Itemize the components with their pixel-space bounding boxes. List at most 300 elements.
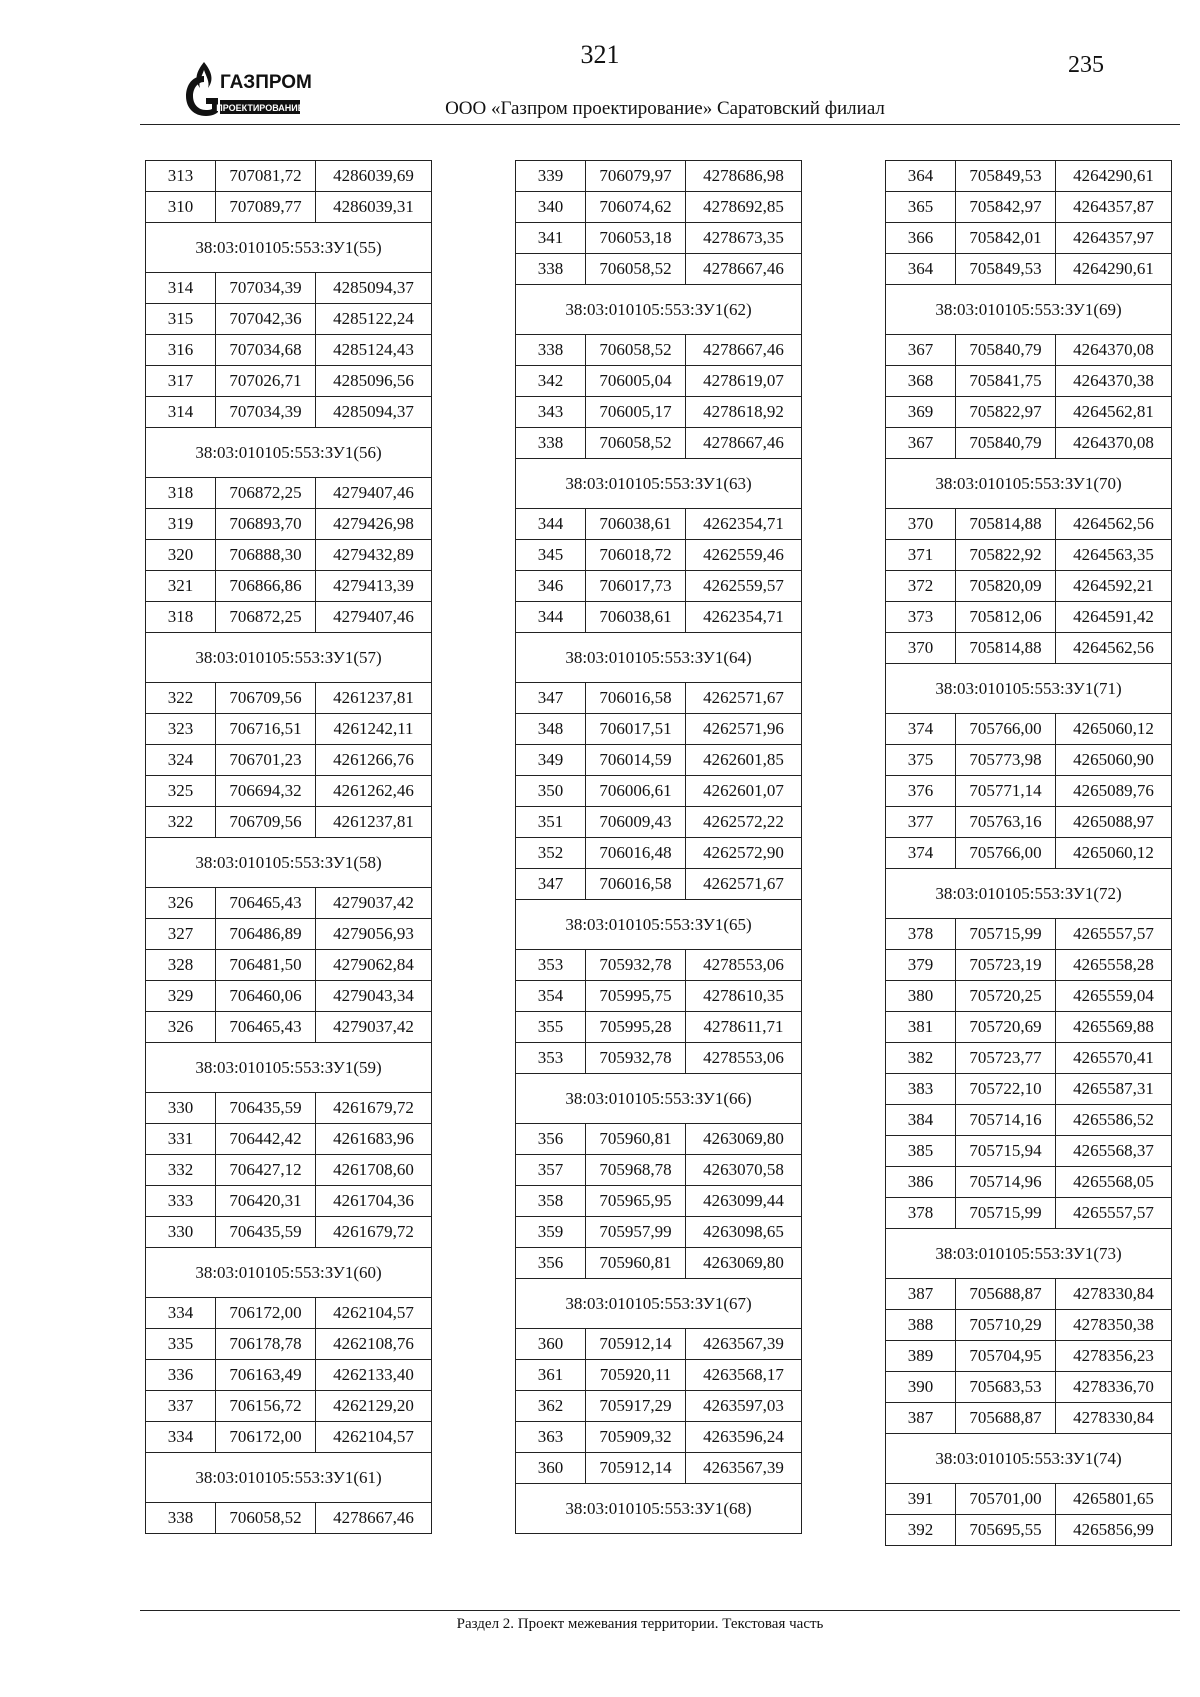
coord-x: 705822,97 <box>956 397 1056 428</box>
coord-x: 706716,51 <box>216 714 316 745</box>
table-row <box>886 397 1172 428</box>
coord-y: 4265856,99 <box>1056 1515 1172 1546</box>
coord-x: 706709,56 <box>216 683 316 714</box>
parcel-header-row <box>146 1248 432 1298</box>
coord-y: 4262559,57 <box>686 571 802 602</box>
point-number: 357 <box>516 1155 586 1186</box>
coord-x: 705968,78 <box>586 1155 686 1186</box>
coord-y: 4262354,71 <box>686 602 802 633</box>
point-number: 387 <box>886 1403 956 1434</box>
coord-y: 4278553,06 <box>686 950 802 981</box>
coord-y: 4263099,44 <box>686 1186 802 1217</box>
coord-y: 4261242,11 <box>316 714 432 745</box>
coord-y: 4264562,81 <box>1056 397 1172 428</box>
table-row <box>886 1043 1172 1074</box>
coord-x: 705840,79 <box>956 428 1056 459</box>
coord-y: 4279056,93 <box>316 919 432 950</box>
table-row <box>516 1155 802 1186</box>
coord-x: 705957,99 <box>586 1217 686 1248</box>
coord-x: 706017,51 <box>586 714 686 745</box>
table-row <box>886 1403 1172 1434</box>
coord-x: 706893,70 <box>216 509 316 540</box>
coord-y: 4264357,87 <box>1056 192 1172 223</box>
coord-x: 705710,29 <box>956 1310 1056 1341</box>
point-number: 355 <box>516 1012 586 1043</box>
point-number: 380 <box>886 981 956 1012</box>
parcel-header-row <box>516 1484 802 1534</box>
point-number: 356 <box>516 1248 586 1279</box>
point-number: 375 <box>886 745 956 776</box>
table-row <box>146 571 432 602</box>
footer-divider <box>140 1610 1180 1611</box>
coord-x: 705849,53 <box>956 161 1056 192</box>
table-row <box>146 1422 432 1453</box>
table-row <box>146 714 432 745</box>
coord-x: 705720,69 <box>956 1012 1056 1043</box>
coord-y: 4264357,97 <box>1056 223 1172 254</box>
coord-x: 705715,99 <box>956 1198 1056 1229</box>
coord-x: 705714,96 <box>956 1167 1056 1198</box>
point-number: 353 <box>516 950 586 981</box>
coord-y: 4263597,03 <box>686 1391 802 1422</box>
parcel-header-row <box>146 1453 432 1503</box>
coord-y: 4262133,40 <box>316 1360 432 1391</box>
table-row <box>516 1124 802 1155</box>
table-row <box>886 1136 1172 1167</box>
table-row <box>146 509 432 540</box>
point-number: 360 <box>516 1329 586 1360</box>
point-number: 323 <box>146 714 216 745</box>
table-row <box>516 869 802 900</box>
table-row <box>516 1248 802 1279</box>
point-number: 320 <box>146 540 216 571</box>
coord-y: 4278618,92 <box>686 397 802 428</box>
coord-y: 4263567,39 <box>686 1453 802 1484</box>
coord-x: 706005,17 <box>586 397 686 428</box>
coord-y: 4278667,46 <box>686 428 802 459</box>
point-number: 335 <box>146 1329 216 1360</box>
point-number: 327 <box>146 919 216 950</box>
coord-y: 4265569,88 <box>1056 1012 1172 1043</box>
parcel-header-row <box>516 1074 802 1124</box>
parcel-id: 38:03:010105:553:ЗУ1(59) <box>146 1043 432 1093</box>
point-number: 376 <box>886 776 956 807</box>
table-row <box>886 1012 1172 1043</box>
coord-y: 4265558,28 <box>1056 950 1172 981</box>
coord-x: 707089,77 <box>216 192 316 223</box>
table-row <box>146 745 432 776</box>
coord-y: 4278356,23 <box>1056 1341 1172 1372</box>
coord-x: 706442,42 <box>216 1124 316 1155</box>
point-number: 340 <box>516 192 586 223</box>
coord-x: 706460,06 <box>216 981 316 1012</box>
coord-y: 4279037,42 <box>316 888 432 919</box>
coord-x: 705723,77 <box>956 1043 1056 1074</box>
coord-x: 705840,79 <box>956 335 1056 366</box>
parcel-id: 38:03:010105:553:ЗУ1(73) <box>886 1229 1172 1279</box>
point-number: 344 <box>516 602 586 633</box>
coord-y: 4265559,04 <box>1056 981 1172 1012</box>
coord-y: 4279407,46 <box>316 478 432 509</box>
table-row <box>516 1012 802 1043</box>
coord-y: 4265060,90 <box>1056 745 1172 776</box>
coord-x: 705814,88 <box>956 633 1056 664</box>
coord-y: 4278686,98 <box>686 161 802 192</box>
coord-x: 706017,73 <box>586 571 686 602</box>
point-number: 322 <box>146 807 216 838</box>
coord-y: 4265801,65 <box>1056 1484 1172 1515</box>
parcel-id: 38:03:010105:553:ЗУ1(68) <box>516 1484 802 1534</box>
parcel-id: 38:03:010105:553:ЗУ1(60) <box>146 1248 432 1298</box>
parcel-id: 38:03:010105:553:ЗУ1(57) <box>146 633 432 683</box>
point-number: 352 <box>516 838 586 869</box>
header-title: ООО «Газпром проектирование» Саратовский филиал <box>445 98 885 119</box>
point-number: 326 <box>146 888 216 919</box>
coord-x: 706178,78 <box>216 1329 316 1360</box>
parcel-id: 38:03:010105:553:ЗУ1(71) <box>886 664 1172 714</box>
parcel-header-row <box>516 459 802 509</box>
coordinates-column-3 <box>885 160 1171 1546</box>
coord-x: 707042,36 <box>216 304 316 335</box>
coord-y: 4264290,61 <box>1056 161 1172 192</box>
header-divider <box>140 124 1180 125</box>
parcel-id: 38:03:010105:553:ЗУ1(63) <box>516 459 802 509</box>
table-row <box>516 223 802 254</box>
point-number: 385 <box>886 1136 956 1167</box>
table-row <box>146 335 432 366</box>
coord-y: 4264591,42 <box>1056 602 1172 633</box>
point-number: 369 <box>886 397 956 428</box>
coord-y: 4261679,72 <box>316 1217 432 1248</box>
point-number: 333 <box>146 1186 216 1217</box>
point-number: 379 <box>886 950 956 981</box>
table-row <box>516 571 802 602</box>
coord-x: 705912,14 <box>586 1453 686 1484</box>
point-number: 373 <box>886 602 956 633</box>
table-row <box>516 714 802 745</box>
coord-y: 4264370,08 <box>1056 335 1172 366</box>
table-row <box>516 1329 802 1360</box>
point-number: 367 <box>886 428 956 459</box>
point-number: 374 <box>886 838 956 869</box>
table-row <box>516 1217 802 1248</box>
coord-x: 705917,29 <box>586 1391 686 1422</box>
table-row <box>146 1298 432 1329</box>
coord-x: 706701,23 <box>216 745 316 776</box>
point-number: 378 <box>886 1198 956 1229</box>
point-number: 337 <box>146 1391 216 1422</box>
parcel-header-row <box>146 223 432 273</box>
coord-y: 4279407,46 <box>316 602 432 633</box>
point-number: 392 <box>886 1515 956 1546</box>
coord-x: 706481,50 <box>216 950 316 981</box>
coord-y: 4278350,38 <box>1056 1310 1172 1341</box>
coord-y: 4262571,67 <box>686 869 802 900</box>
coord-y: 4263069,80 <box>686 1248 802 1279</box>
table-row <box>516 1453 802 1484</box>
coord-y: 4263098,65 <box>686 1217 802 1248</box>
point-number: 362 <box>516 1391 586 1422</box>
table-row <box>146 397 432 428</box>
point-number: 336 <box>146 1360 216 1391</box>
point-number: 346 <box>516 571 586 602</box>
coord-y: 4262354,71 <box>686 509 802 540</box>
coord-y: 4264562,56 <box>1056 509 1172 540</box>
footer-text: Раздел 2. Проект межевания территории. Текстовая часть <box>456 1616 824 1632</box>
coord-x: 705842,01 <box>956 223 1056 254</box>
table-row <box>146 776 432 807</box>
coord-x: 705814,88 <box>956 509 1056 540</box>
coord-x: 706872,25 <box>216 602 316 633</box>
point-number: 322 <box>146 683 216 714</box>
coord-x: 705688,87 <box>956 1403 1056 1434</box>
table-row <box>516 838 802 869</box>
point-number: 318 <box>146 602 216 633</box>
coord-x: 706038,61 <box>586 509 686 540</box>
coord-x: 707034,68 <box>216 335 316 366</box>
table-row <box>886 571 1172 602</box>
coord-x: 705812,06 <box>956 602 1056 633</box>
parcel-id: 38:03:010105:553:ЗУ1(65) <box>516 900 802 950</box>
coord-x: 706009,43 <box>586 807 686 838</box>
coord-x: 705723,19 <box>956 950 1056 981</box>
coord-y: 4262601,85 <box>686 745 802 776</box>
parcel-header-row <box>146 633 432 683</box>
coord-y: 4264290,61 <box>1056 254 1172 285</box>
table-row <box>516 1360 802 1391</box>
point-number: 359 <box>516 1217 586 1248</box>
table-row <box>516 807 802 838</box>
parcel-id: 38:03:010105:553:ЗУ1(74) <box>886 1434 1172 1484</box>
table-row <box>886 1372 1172 1403</box>
point-number: 374 <box>886 714 956 745</box>
parcel-header-row <box>886 664 1172 714</box>
table-row <box>886 714 1172 745</box>
point-number: 353 <box>516 1043 586 1074</box>
coord-x: 705714,16 <box>956 1105 1056 1136</box>
coord-y: 4262559,46 <box>686 540 802 571</box>
table-row <box>146 1391 432 1422</box>
table-row <box>146 807 432 838</box>
table-row <box>146 1329 432 1360</box>
table-row <box>886 1198 1172 1229</box>
table-row <box>516 428 802 459</box>
point-number: 378 <box>886 919 956 950</box>
coord-x: 705932,78 <box>586 950 686 981</box>
coord-y: 4286039,69 <box>316 161 432 192</box>
coord-y: 4279426,98 <box>316 509 432 540</box>
point-number: 350 <box>516 776 586 807</box>
coord-x: 705766,00 <box>956 838 1056 869</box>
point-number: 349 <box>516 745 586 776</box>
coord-x: 705920,11 <box>586 1360 686 1391</box>
table-row <box>146 683 432 714</box>
point-number: 367 <box>886 335 956 366</box>
coord-x: 706888,30 <box>216 540 316 571</box>
parcel-header-row <box>146 838 432 888</box>
coord-x: 706014,59 <box>586 745 686 776</box>
coord-y: 4279037,42 <box>316 1012 432 1043</box>
coord-y: 4262572,90 <box>686 838 802 869</box>
point-number: 310 <box>146 192 216 223</box>
coord-y: 4265587,31 <box>1056 1074 1172 1105</box>
coord-y: 4261262,46 <box>316 776 432 807</box>
coord-x: 705704,95 <box>956 1341 1056 1372</box>
coord-x: 705912,14 <box>586 1329 686 1360</box>
coord-x: 705722,10 <box>956 1074 1056 1105</box>
point-number: 330 <box>146 1093 216 1124</box>
point-number: 330 <box>146 1217 216 1248</box>
point-number: 331 <box>146 1124 216 1155</box>
table-row <box>146 1186 432 1217</box>
point-number: 351 <box>516 807 586 838</box>
coord-x: 705960,81 <box>586 1248 686 1279</box>
table-row <box>146 1503 432 1534</box>
table-row <box>146 1012 432 1043</box>
point-number: 361 <box>516 1360 586 1391</box>
table-row <box>516 335 802 366</box>
table-row <box>886 633 1172 664</box>
table-row <box>146 888 432 919</box>
point-number: 377 <box>886 807 956 838</box>
coord-y: 4261708,60 <box>316 1155 432 1186</box>
parcel-id: 38:03:010105:553:ЗУ1(67) <box>516 1279 802 1329</box>
coord-x: 705842,97 <box>956 192 1056 223</box>
point-number: 324 <box>146 745 216 776</box>
coord-x: 706079,97 <box>586 161 686 192</box>
parcel-header-row <box>516 633 802 683</box>
coord-y: 4263069,80 <box>686 1124 802 1155</box>
coord-y: 4263568,17 <box>686 1360 802 1391</box>
table-row <box>146 1093 432 1124</box>
coord-y: 4262571,96 <box>686 714 802 745</box>
table-row <box>886 428 1172 459</box>
coord-y: 4278610,35 <box>686 981 802 1012</box>
point-number: 334 <box>146 1298 216 1329</box>
table-row <box>146 478 432 509</box>
parcel-id: 38:03:010105:553:ЗУ1(72) <box>886 869 1172 919</box>
table-row <box>146 1360 432 1391</box>
coord-y: 4262571,67 <box>686 683 802 714</box>
coord-y: 4278611,71 <box>686 1012 802 1043</box>
point-number: 382 <box>886 1043 956 1074</box>
point-number: 338 <box>516 254 586 285</box>
coord-y: 4262104,57 <box>316 1422 432 1453</box>
point-number: 389 <box>886 1341 956 1372</box>
coord-y: 4285094,37 <box>316 397 432 428</box>
coord-x: 705715,99 <box>956 919 1056 950</box>
point-number: 370 <box>886 509 956 540</box>
point-number: 387 <box>886 1279 956 1310</box>
point-number: 347 <box>516 869 586 900</box>
point-number: 366 <box>886 223 956 254</box>
table-row <box>146 192 432 223</box>
coord-x: 705715,94 <box>956 1136 1056 1167</box>
coord-x: 707034,39 <box>216 397 316 428</box>
coord-y: 4278692,85 <box>686 192 802 223</box>
table-row <box>146 1217 432 1248</box>
point-number: 325 <box>146 776 216 807</box>
coord-y: 4278336,70 <box>1056 1372 1172 1403</box>
table-row <box>886 602 1172 633</box>
coord-y: 4261237,81 <box>316 683 432 714</box>
coord-x: 705849,53 <box>956 254 1056 285</box>
coord-y: 4279043,34 <box>316 981 432 1012</box>
coord-y: 4262129,20 <box>316 1391 432 1422</box>
point-number: 314 <box>146 273 216 304</box>
coord-x: 706005,04 <box>586 366 686 397</box>
point-number: 368 <box>886 366 956 397</box>
coord-x: 706866,86 <box>216 571 316 602</box>
coord-x: 705695,55 <box>956 1515 1056 1546</box>
coord-y: 4265557,57 <box>1056 1198 1172 1229</box>
parcel-id: 38:03:010105:553:ЗУ1(64) <box>516 633 802 683</box>
point-number: 358 <box>516 1186 586 1217</box>
coord-x: 706016,48 <box>586 838 686 869</box>
table-row <box>886 981 1172 1012</box>
coord-x: 706058,52 <box>216 1503 316 1534</box>
point-number: 341 <box>516 223 586 254</box>
point-number: 338 <box>516 335 586 366</box>
point-number: 314 <box>146 397 216 428</box>
point-number: 363 <box>516 1422 586 1453</box>
coord-x: 705995,28 <box>586 1012 686 1043</box>
coord-x: 705820,09 <box>956 571 1056 602</box>
coord-y: 4262108,76 <box>316 1329 432 1360</box>
coord-x: 705766,00 <box>956 714 1056 745</box>
point-number: 360 <box>516 1453 586 1484</box>
parcel-id: 38:03:010105:553:ЗУ1(61) <box>146 1453 432 1503</box>
point-number: 391 <box>886 1484 956 1515</box>
coordinates-table <box>515 160 802 1534</box>
table-row <box>516 540 802 571</box>
coord-y: 4278667,46 <box>686 254 802 285</box>
table-row <box>886 223 1172 254</box>
coord-y: 4265088,97 <box>1056 807 1172 838</box>
coordinates-table <box>145 160 432 1534</box>
coordinates-column-2 <box>515 160 801 1534</box>
table-row <box>886 776 1172 807</box>
coord-x: 706435,59 <box>216 1217 316 1248</box>
coord-y: 4263070,58 <box>686 1155 802 1186</box>
table-row <box>886 1105 1172 1136</box>
table-row <box>146 366 432 397</box>
table-row <box>516 254 802 285</box>
table-row <box>886 509 1172 540</box>
point-number: 344 <box>516 509 586 540</box>
point-number: 326 <box>146 1012 216 1043</box>
parcel-header-row <box>886 869 1172 919</box>
coord-x: 705995,75 <box>586 981 686 1012</box>
point-number: 317 <box>146 366 216 397</box>
coord-x: 706163,49 <box>216 1360 316 1391</box>
coord-x: 705720,25 <box>956 981 1056 1012</box>
coord-x: 705763,16 <box>956 807 1056 838</box>
flame-icon <box>197 62 212 88</box>
coord-x: 705909,32 <box>586 1422 686 1453</box>
point-number: 386 <box>886 1167 956 1198</box>
coord-x: 707026,71 <box>216 366 316 397</box>
point-number: 315 <box>146 304 216 335</box>
coord-y: 4278667,46 <box>686 335 802 366</box>
logo-text: ГАЗПРОМ <box>220 72 312 93</box>
coord-x: 706074,62 <box>586 192 686 223</box>
table-row <box>886 745 1172 776</box>
coord-y: 4261683,96 <box>316 1124 432 1155</box>
coord-y: 4264592,21 <box>1056 571 1172 602</box>
coord-y: 4261237,81 <box>316 807 432 838</box>
point-number: 342 <box>516 366 586 397</box>
